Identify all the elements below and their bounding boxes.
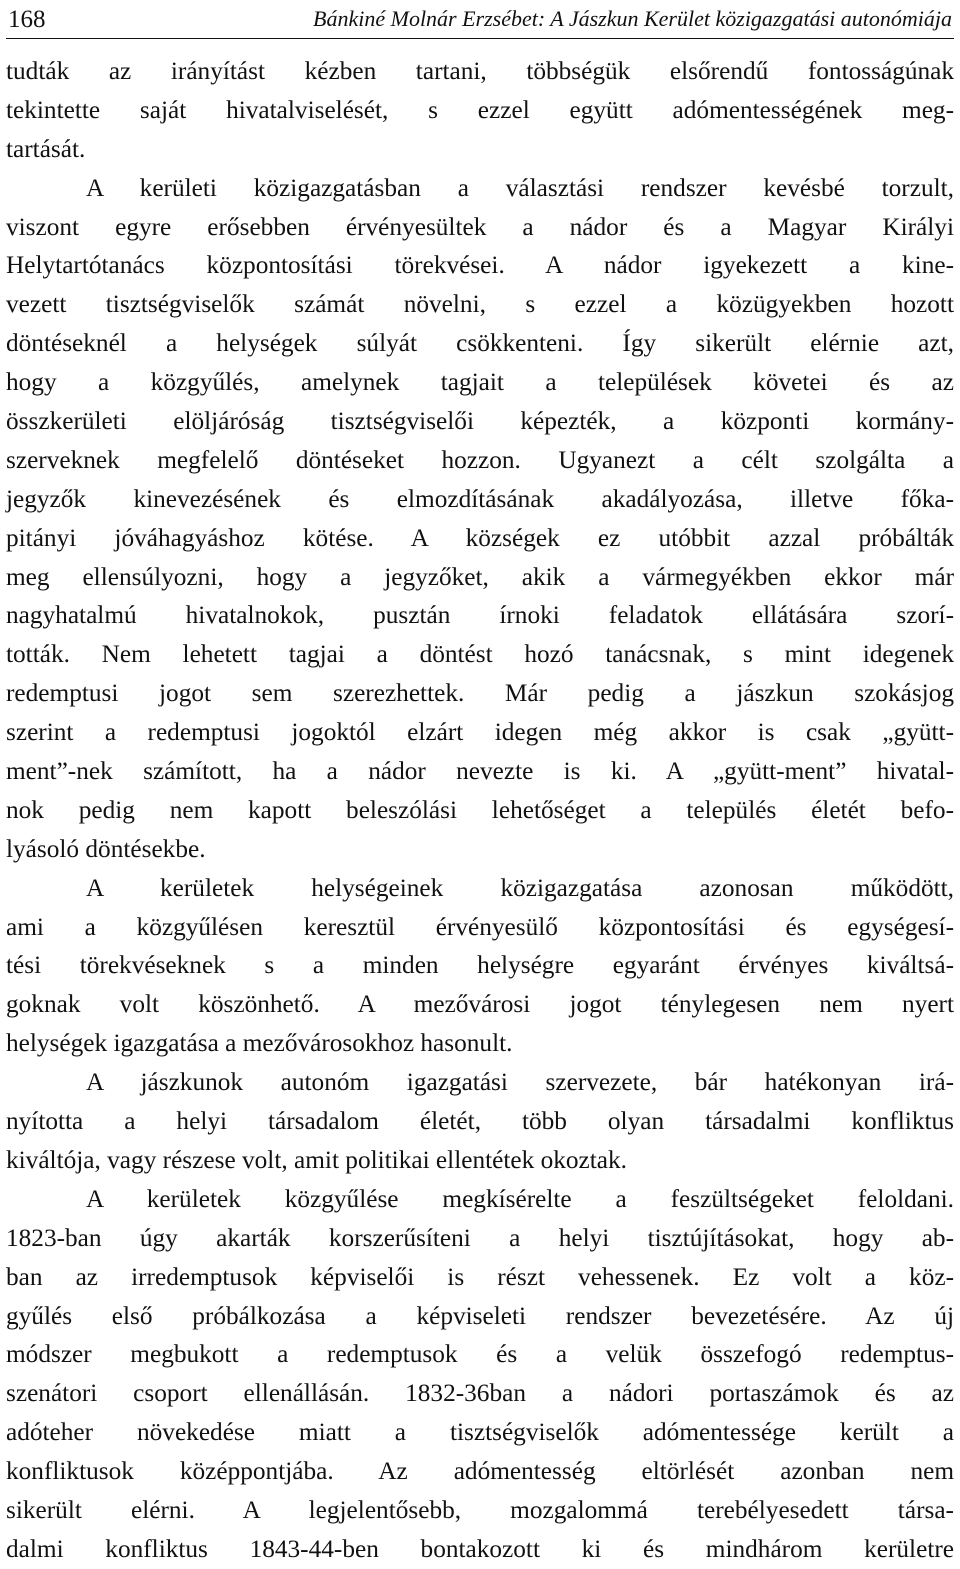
text-line: nagyhatalmú hivatalnokok, pusztán írnoki feladatok ellátására szorí- — [6, 601, 954, 630]
text-line: ment”-nek számított, ha a nádor nevezte is ki. A „gyütt-ment” hivatal- — [6, 757, 954, 786]
text-line: kiváltója, vagy részese volt, amit politikai ellentétek okoztak. — [6, 1145, 627, 1174]
text-line: nok pedig nem kapott beleszólási lehetőséget a település életét befo- — [6, 795, 954, 824]
text-line: pitányi jóváhagyáshoz kötése. A községek ez utóbbit azzal próbálták — [6, 523, 954, 552]
text-line: adóteher növekedése miatt a tisztségviselők adómentessége került a — [6, 1418, 954, 1447]
paragraph — [6, 52, 954, 169]
text-line: hogy a közgyűlés, amelynek tagjait a települések követei és az — [6, 368, 954, 397]
text-line: döntéseknél a helységek súlyát csökkenteni. Így sikerült elérnie azt, — [6, 329, 954, 358]
text-line: sikerült elérni. A legjelentősebb, mozgalommá terebélyesedett társa- — [6, 1495, 954, 1524]
paragraph — [6, 1180, 954, 1569]
body-text — [6, 52, 954, 1569]
text-line: A jászkunok autonóm igazgatási szervezete, bár hatékonyan irá- — [86, 1068, 954, 1097]
text-line: ban az irredemptusok képviselői is részt vehessenek. Ez volt a köz- — [6, 1262, 954, 1291]
text-line: tudták az irányítást kézben tartani, többségük elsőrendű fontosságúnak — [6, 57, 954, 85]
text-line: A kerületek helységeinek közigazgatása azonosan működött, — [86, 873, 954, 902]
text-line: goknak volt köszönhető. A mezővárosi jogot ténylegesen nem nyert — [6, 990, 954, 1019]
paragraph — [6, 169, 954, 869]
paragraph — [6, 1063, 954, 1180]
text-line: redemptusi jogot sem szerezhettek. Már pedig a jászkun szokásjog — [6, 679, 954, 708]
text-line: összkerületi elöljáróság tisztségviselői képezték, a központi kormány- — [6, 407, 954, 436]
text-line: dalmi konfliktus 1843-44-ben bontakozott ki és mindhárom kerületre — [6, 1534, 954, 1563]
text-line: meg ellensúlyozni, hogy a jegyzőket, akik a vármegyékben ekkor már — [6, 562, 954, 591]
text-line: vezett tisztségviselők számát növelni, s ezzel a közügyekben hozott — [6, 290, 954, 319]
text-line: jegyzők kinevezésének és elmozdításának akadályozása, illetve főka- — [6, 484, 954, 513]
text-line: konfliktusok középpontjába. Az adómentesség eltörlését azonban nem — [6, 1457, 954, 1486]
text-line: szerveknek megfelelő döntéseket hozzon. Ugyanezt a célt szolgálta a — [6, 445, 954, 474]
page-number: 168 — [8, 6, 46, 33]
text-line: szenátori csoport ellenállásán. 1832-36ban a nádori portaszámok és az — [6, 1379, 954, 1408]
text-line: nyította a helyi társadalom életét, több olyan társadalmi konfliktus — [6, 1107, 954, 1136]
text-line: Helytartótanács központosítási törekvései. A nádor igyekezett a kine- — [6, 251, 954, 280]
text-line: helységek igazgatása a mezővárosokhoz hasonult. — [6, 1029, 513, 1058]
text-line: módszer megbukott a redemptusok és a velük összefogó redemptus- — [6, 1340, 954, 1369]
text-line: ami a közgyűlésen keresztül érvényesülő központosítási és egységesí- — [6, 912, 954, 941]
paragraph — [6, 869, 954, 1063]
page-header — [6, 0, 954, 39]
text-line: tekintette saját hivatalviselését, s ezzel együtt adómentességének meg- — [6, 95, 954, 124]
running-title: Bánkiné Molnár Erzsébet: A Jászkun Kerület közigazgatási autonómiája — [313, 6, 952, 31]
text-line: A kerületek közgyűlése megkísérelte a feszültségeket feloldani. — [86, 1184, 954, 1213]
text-line: lyásoló döntésekbe. — [6, 834, 206, 863]
text-line: szerint a redemptusi jogoktól elzárt idegen még akkor is csak „gyütt- — [6, 718, 954, 747]
text-line: viszont egyre erősebben érvényesültek a nádor és a Magyar Királyi — [6, 212, 954, 241]
text-line: tották. Nem lehetett tagjai a döntést hozó tanácsnak, s mint idegenek — [6, 640, 954, 669]
text-line: gyűlés első próbálkozása a képviseleti rendszer bevezetésére. Az új — [6, 1301, 954, 1330]
text-line: A kerületi közigazgatásban a választási rendszer kevésbé torzult, — [86, 173, 954, 202]
text-line: tartását. — [6, 134, 86, 163]
text-line: tési törekvéseknek s a minden helységre egyaránt érvényes kiváltsá- — [6, 951, 954, 980]
text-line: 1823-ban úgy akarták korszerűsíteni a helyi tisztújításokat, hogy ab- — [6, 1223, 954, 1252]
